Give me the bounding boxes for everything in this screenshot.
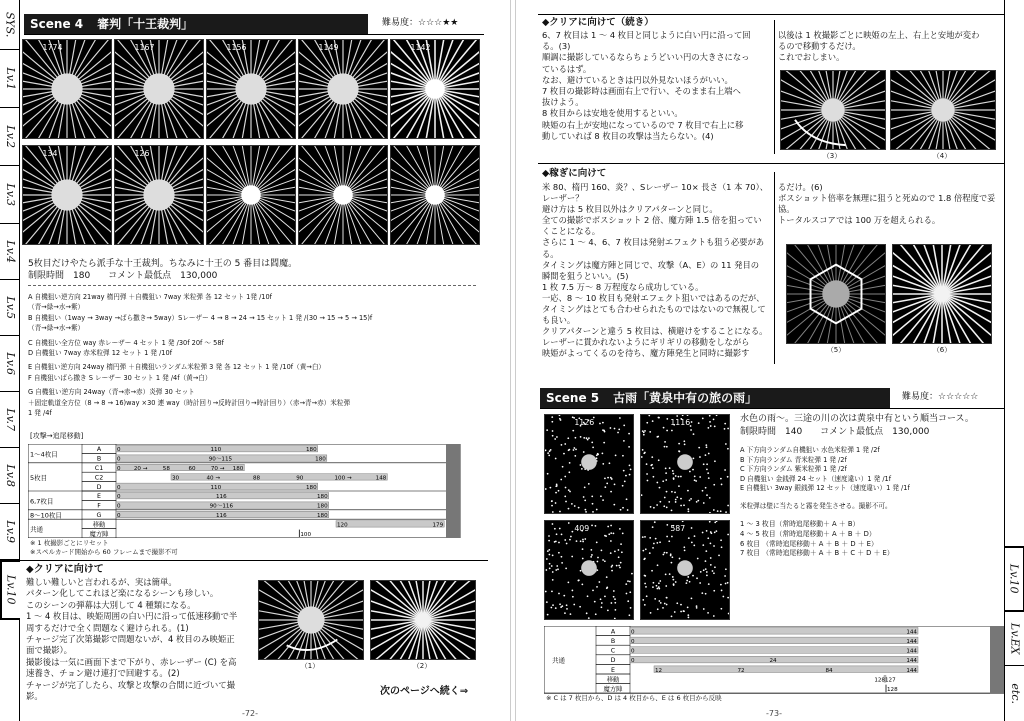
chart-tick-label: 100 (300, 531, 312, 538)
chart-tick-label: 144 (906, 639, 917, 645)
column-divider (774, 172, 775, 364)
chart-tick-label: 0 (117, 503, 121, 510)
chart-tick-label: 58 (162, 466, 170, 472)
thumbnail-5 (390, 39, 480, 139)
chart-row-label: G (96, 512, 102, 519)
chart-tick-label: 0 (117, 456, 121, 463)
attack-line: E 自機狙い逆方向 24way 楕円弾 ＋自機狙いランダム米粒弾 3 発 各 12 セット 1 発 /10f（黄→白） (28, 363, 326, 372)
svg-text:134: 134 (42, 148, 58, 158)
thumbnail-s5-2 (640, 414, 730, 514)
level-tabs-right (1004, 0, 1024, 721)
chart-row-label: B (610, 638, 616, 645)
chart-bar (336, 521, 444, 527)
scene-title: 審判「十王裁判」 (97, 16, 194, 31)
chart-tick-label: 0 (117, 513, 121, 519)
svg-text:1142: 1142 (410, 42, 431, 52)
chart-tick-label: 120 (337, 522, 348, 529)
tab-etc[interactable]: etc. (1008, 683, 1022, 704)
chart-bar (171, 474, 387, 480)
chart-row-label: C1 (94, 465, 104, 472)
page-number: -73- (766, 709, 782, 718)
difficulty-label: 難易度：☆☆☆★★ (382, 18, 459, 28)
chart-tick-label: 144 (906, 629, 917, 636)
chart-tick-label: 180 (315, 456, 326, 463)
chart-tick-label: 110 (210, 484, 222, 491)
chart-tick-label: 180 (316, 494, 328, 501)
tab-lv10[interactable]: Lv.10 (1005, 546, 1024, 612)
chart-row-label: B (96, 455, 102, 463)
chart-tick-label: 90 (296, 475, 304, 482)
chart-row-label: C (610, 647, 616, 655)
chart-row-label: 移動 (606, 676, 620, 684)
chart-tick-label: 30 (172, 475, 180, 482)
attack-line: （青→緑→水→紫） (28, 324, 85, 333)
attack-line: A 自機狙い逆方向 21way 楕円弾 ＋自機狙い 7way 米粒弾 各 12 セット 1発 /10f (28, 293, 272, 301)
chart-footnote: ※ C は 7 枚目から、D は 4 枚目から、E は 6 枚目から反映 (546, 694, 722, 702)
attack-line: （青→緑→水→紫） (28, 303, 85, 312)
chart-row-label: 移動 (92, 521, 106, 529)
chart-bar (630, 628, 918, 635)
svg-text:1774: 1774 (42, 42, 63, 52)
scene-4-thumbnails (20, 37, 484, 249)
chart-bar (630, 647, 918, 654)
thumbnail-s5-3 (544, 520, 634, 620)
tab-lv9[interactable]: Lv.9 (0, 504, 20, 560)
chart-row-label: 魔方陣 (603, 686, 623, 693)
chart-tick-label: 0 (631, 648, 635, 655)
chart-bar (630, 637, 918, 644)
caption: （5） (826, 346, 846, 354)
svg-text:1126: 1126 (574, 417, 595, 427)
svg-text:409: 409 (574, 523, 590, 533)
thumbnail-8 (206, 145, 296, 245)
chart-tick-label: 180 (305, 447, 317, 454)
thumbnail-7 (114, 145, 204, 245)
scene-stats: 制限時間 140 コメント最低点 130,000 (740, 427, 930, 437)
chart-row-label: E (97, 493, 101, 501)
chart-tick-label: 90～116 (209, 503, 234, 510)
chart-row-label: E (611, 666, 615, 674)
chart-group-label: 1～4枚目 (30, 450, 58, 459)
svg-text:1167: 1167 (134, 42, 155, 52)
chart-tick-label: 180 (316, 513, 328, 519)
chart-group-label: 5枚目 (30, 473, 48, 482)
chart-tick-label: 0 (117, 484, 121, 491)
earn-text: 米 80、楕円 160、炎？、Sレーザー 10× 長さ（1 本 70）、 レーザー？ 避け方は 5 枚目以外はクリアパターンと同じ。 全ての撮影でボスショット 2 倍、魔方陣 1.5 倍を狙ってい くことになる。 さらに 1 ～ 4、6、7 枚目は発射エフェクトも狙う必要があ る。 タイミングは魔方陣と同じで、攻撃（A、E）の 11 発目の 瞬間を狙うといい。(5) 1 枚 7.5 万～ 8 万程度なら成功している。 一応、8 ～ 10 枚目も発射エフェクト狙いではあるのだが、 タイミングはとても合わせられたものではないので無視して も良い。 クリアパターンと違う 5 枚目は、横避けをすることになる。 レーザーに貫かれないようにギリギリの移動をしながら 映姫がよってくるのを待ち、魔方陣発生と同時に撮影す (542, 182, 769, 359)
caption: （3） (822, 152, 842, 160)
scene-label: Scene 4 (30, 16, 84, 31)
svg-text:1149: 1149 (318, 42, 339, 52)
scene-note: 米粒弾は壁に当たると霧を発生させる。撮影不可。 (740, 502, 892, 510)
chart-tick-label: 116 (215, 494, 227, 501)
chart-row-label: F (97, 502, 101, 510)
attack-line: B 自機狙い（1way → 3way →ばら撒き→ 5way）Sレーザー 4 → 8 → 24 → 15 セット 1 発 /(30 → 15 → 5 → 15)f (28, 313, 373, 322)
chart-tick-label: 60 (188, 466, 196, 472)
thumbnail-2 (114, 39, 204, 139)
thumbnail-4 (298, 39, 388, 139)
thumbnail-s5-1 (544, 414, 634, 514)
tab-lv7[interactable]: Lv.7 (0, 392, 20, 448)
attack-line: G 自機狙い逆方向 24way（青→赤→赤）炎弾 30 セット (28, 388, 195, 397)
attack-line: D 自機狙い 7way 赤米粒弾 12 セット 1 発 /10f (28, 349, 173, 358)
caption: （2） (412, 662, 432, 670)
chart-tick-label: 144 (906, 648, 917, 655)
column-divider (774, 20, 775, 154)
chart-tick-label: 72 (737, 667, 745, 674)
chart-row-label: A (96, 446, 102, 454)
chart-tick-label: 40 → (206, 475, 221, 482)
attack-line: F 自機狙いばら撒き S レーザー 30 セット 1 発 /4f（黄→白） (28, 373, 212, 382)
chart-tick-label: 0 (631, 639, 635, 645)
dashed-rule (28, 285, 476, 286)
chart-tick-label: 110 (210, 447, 222, 454)
svg-text:126: 126 (134, 148, 150, 158)
header-rule (540, 408, 1004, 409)
scene-title: 古雨「黄泉中有の旅の雨」 (613, 390, 758, 405)
difficulty-label: 難易度：☆☆☆☆☆ (902, 392, 979, 402)
chart-tick-label: 24 (769, 658, 777, 665)
clear-heading: ◆クリアに向けて (26, 564, 104, 575)
chart-tick-label: 88 (252, 475, 261, 482)
caption: （4） (932, 152, 952, 160)
tab-lv6[interactable]: Lv.6 (0, 336, 20, 392)
earn-text-right: るだけ。(6) ボスショット倍率を無理に狙うと死ぬので 1.8 倍程度で妥 協。 トータルスコアでは 100 万を超えられる。 (778, 182, 996, 226)
chart-tick-label: 116 (215, 513, 227, 519)
chart-tick-label: 0 (117, 466, 121, 472)
tab-lv4[interactable]: Lv.4 (0, 224, 20, 280)
svg-text:587: 587 (670, 523, 686, 533)
attack-line: C 自機狙い全方位 way 赤レーザー 4 セット 1 発 /30f 20f ～ 58f (28, 338, 224, 347)
tab-lvex[interactable]: Lv.EX (1005, 612, 1024, 666)
chart-tick-label: 0 (117, 447, 121, 454)
attack-line: ＋固定軌道全方位（8 → 8 → 16)way ×30 連 way（時計回り→反時計回り→時計回り）（赤→青→赤）米粒弾 (28, 398, 351, 407)
chart-tick-label: 144 (906, 658, 917, 665)
svg-text:1156: 1156 (226, 42, 247, 52)
chart-tick-label: 144 (906, 667, 917, 674)
thumbnail-3 (206, 39, 296, 139)
tab-lv2[interactable]: Lv.2 (0, 108, 20, 166)
cont-heading: ◆クリアに向けて（続き） (542, 17, 654, 28)
tab-lv10[interactable]: Lv.10 (0, 560, 20, 620)
caption: （1） (300, 662, 320, 670)
chart-tick-label: 179 (432, 522, 444, 529)
continue-link[interactable]: 次のページへ続く⇒ (380, 686, 469, 697)
chart-footnote: ※スペルカード開始から 60 フレームまで撮影不可 (30, 548, 178, 556)
chart-tick-label: 0 (117, 494, 121, 501)
tab-lv1[interactable]: Lv.1 (0, 50, 20, 108)
left-page (0, 0, 510, 721)
chart-row-label: D (610, 657, 616, 665)
chart-group-label: 共通 (30, 525, 43, 534)
earn-screenshot-5 (786, 244, 886, 344)
scene-label: Scene 5 (546, 390, 600, 405)
thumbnail-10 (390, 145, 480, 245)
chart-row-label: 魔方陣 (89, 530, 109, 538)
thumbnail-6 (22, 145, 112, 245)
chart-row-label: A (610, 628, 616, 636)
thumbnail-s5-4 (640, 520, 730, 620)
clear-screenshot-4 (890, 70, 996, 150)
thumbnail-9 (298, 145, 388, 245)
chart-group-label: 8～10枚目 (30, 511, 62, 520)
thumbnail-1 (22, 39, 112, 139)
tab-lv3[interactable]: Lv.3 (0, 166, 20, 224)
section-rule (538, 163, 1004, 164)
scene-intro: 5枚目だけやたら派手な十王裁判。ちなみに十王の 5 番目は閻魔。 (28, 259, 298, 269)
chart-tick-label: 180 (232, 466, 244, 472)
chart-bar (654, 666, 918, 673)
chart-title: [攻撃→追尾移動] (30, 432, 84, 440)
attack-line: 1 発 /4f (28, 409, 52, 418)
chart-tick-label: 90～115 (208, 456, 233, 463)
move-list: 1 ～ 3 枚目（常時追尾移動＋ A ＋ B） 4 ～ 5 枚目（常時追尾移動＋ A ＋ B ＋ D） 6 枚目 （常時追尾移動＋ A ＋ B ＋ D ＋ E） 7 枚目 （常時追尾移動＋ A ＋ B ＋ C ＋ D ＋ E） (740, 520, 894, 558)
attack-list: A 下方向ランダム自機狙い 水色米粒弾 1 発 /2f B 下方向ランダム 青米粒弾 1 発 /2f C 下方向ランダム 紫米粒弾 1 発 /2f D 自機狙い 金銭弾 24 セット（速度違い）1 発 /1f E 自機狙い 3way 銀銭弾 12 セット（速度違い）1 発 /1f (740, 446, 910, 493)
clear-screenshot-3 (780, 70, 886, 150)
clear-screenshot-2 (370, 580, 476, 660)
chart-tick-label: 128 (874, 677, 885, 684)
caption: （6） (932, 346, 952, 354)
tab-lv8[interactable]: Lv.8 (0, 448, 20, 504)
attack-list (28, 292, 484, 418)
chart-tick-label: 0 (631, 658, 635, 665)
chart-tick-label: 84 (825, 667, 833, 674)
chart-end-block (446, 444, 460, 538)
chart-tick-label: 0 (631, 629, 635, 636)
cont-text: 6、7 枚目は 1 ～ 4 枚目と同じように白い円に沿って回 る。(3) 順調に撮影しているならちょうどいい円の大きさになっ ているはず。 なお、避けているときは円以外見ないほうがいい。 7 枚目の撮影時は画面右上で行い、そのまま右上端へ 抜けよう。 8 枚目からは安地を使用するといい。 映姫の右上が安地になっているので 7 枚目で右上に移 動していれば 8 枚目の攻撃は当たらない。(4) (542, 30, 751, 141)
tab-sys[interactable]: SYS. (0, 0, 20, 50)
scene-stats: 制限時間 180 コメント最低点 130,000 (28, 271, 218, 281)
top-rule (538, 14, 1004, 15)
chart-tick-label: 127 (885, 677, 896, 684)
timeline-chart-scene5 (544, 626, 1004, 694)
chart-tick-label: 148 (375, 475, 387, 482)
chart-tick-label: 20 → (133, 466, 148, 472)
cont-text-right: 以後は 1 枚撮影ごとに映姫の左上、右上と安地が変わ るので移動するだけ。 これでおしまい。 (778, 30, 980, 63)
tab-lv5[interactable]: Lv.5 (0, 280, 20, 336)
header-rule (24, 34, 484, 35)
scene-intro: 水色の雨～。三途の川の次は黄泉中有という順当コース。 (740, 414, 974, 424)
svg-text:1116: 1116 (670, 417, 691, 427)
chart-row-label: D (96, 483, 102, 491)
chart-footnote: ※ 1 枚撮影ごとにリセット (30, 539, 109, 547)
chart-row-label: C2 (94, 474, 104, 482)
earn-screenshot-6 (892, 244, 992, 344)
chart-end-block (990, 626, 1004, 693)
scene-4-header (24, 14, 368, 34)
right-page (516, 0, 1024, 721)
scene-5-header (540, 388, 890, 408)
chart-tick-label: 100 → (334, 475, 352, 482)
page-number: -72- (242, 709, 258, 718)
timeline-chart-scene4 (28, 444, 488, 538)
chart-tick-label: 128 (887, 687, 898, 693)
clear-text: 難しい難しいと言われるが、実は簡単。 パターン化してこれほど楽になるシーンも珍しい。 このシーンの弾幕は大別して 4 種類になる。 1 ～ 4 枚目は、映姫周囲の白い円に沿って低速移動で半 周するだけで全く問題なく避けられる。(1) チャージ完了次第撮影で問題ないが、4 枚目のみ映姫正 面で撮影）。 撮影後は一気に画面下まで下がり、赤レーザー (C) を高 速養き、チョン避け連打で回避する。(2) チャージが完了したら、攻撃と攻撃の合間に近づいて撮 影。 (26, 577, 238, 702)
chart-tick-label: 12 (655, 667, 663, 674)
earn-heading: ◆稼ぎに向けて (542, 168, 607, 179)
chart-tick-label: 180 (305, 484, 317, 491)
chart-group-label: 共通 (552, 656, 565, 665)
clear-screenshot-1 (258, 580, 364, 660)
chart-group-label: 6,7枚目 (30, 497, 54, 506)
chart-tick-label: 70 → (210, 466, 225, 472)
level-tabs-left (0, 0, 20, 721)
chart-tick-label: 180 (316, 503, 328, 510)
